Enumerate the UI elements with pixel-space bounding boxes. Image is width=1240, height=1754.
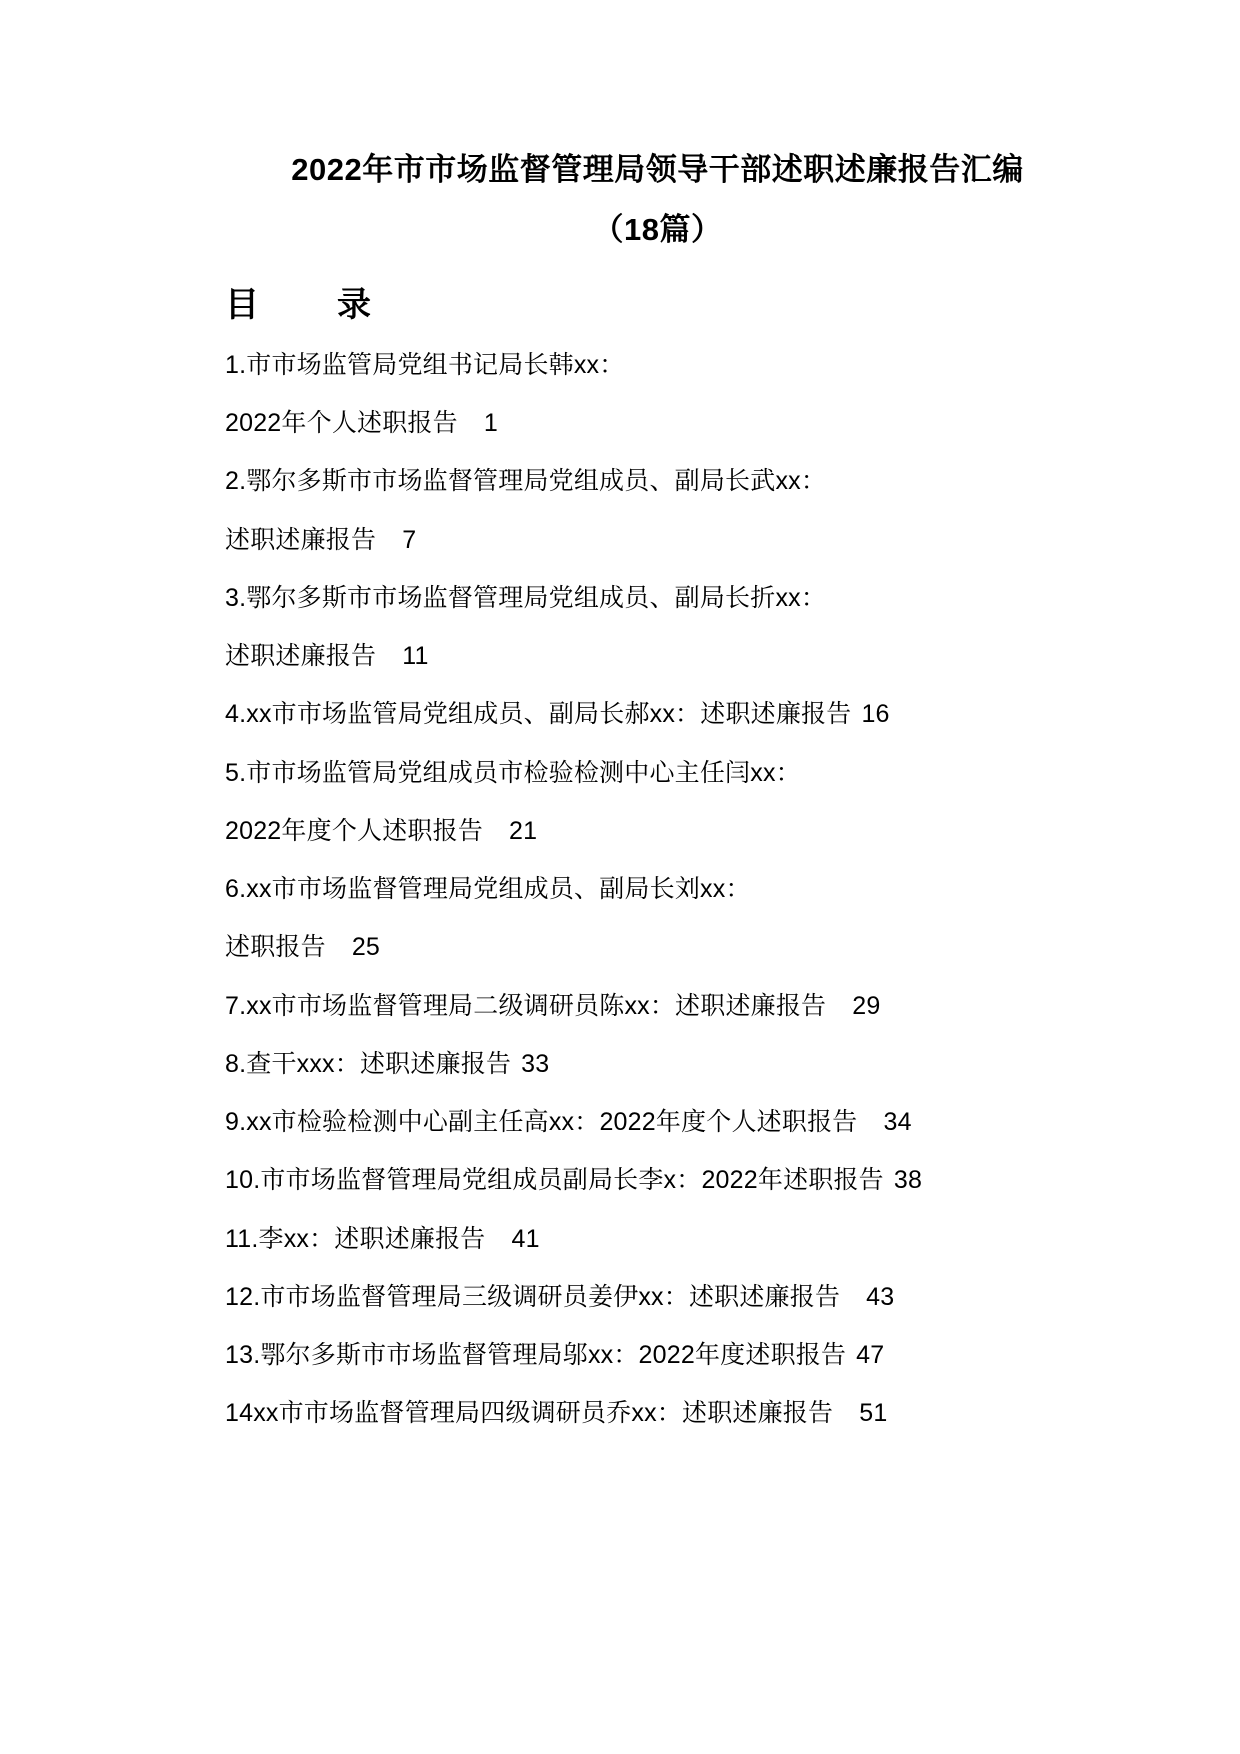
- list-item[interactable]: [225, 1326, 1090, 1384]
- toc-entry-page: 34: [883, 1108, 912, 1137]
- toc-entry-label: 5.市市场监管局党组成员市检验检测中心主任闫xx：: [225, 758, 801, 787]
- list-item[interactable]: [225, 1268, 1090, 1326]
- toc-entry-label: 述职报告: [225, 933, 326, 962]
- page-title-line-1: 2022年市市场监督管理局领导干部述职述廉报告汇编: [291, 152, 1024, 187]
- toc-entry-page: 41: [511, 1224, 540, 1253]
- toc-entry-page: [624, 351, 650, 379]
- table-of-contents: [225, 336, 1090, 1443]
- list-item[interactable]: [225, 1151, 1090, 1209]
- list-item[interactable]: [225, 394, 1090, 452]
- toc-entry-label: 4.xx市市场监管局党组成员、副局长郝xx：述职述廉报告: [225, 700, 852, 729]
- toc-heading: 目 录: [225, 285, 393, 324]
- list-item[interactable]: [225, 918, 1090, 976]
- list-item[interactable]: [225, 802, 1090, 860]
- toc-entry-label: 述职述廉报告: [225, 642, 377, 671]
- toc-entry-label: 14xx市市场监督管理局四级调研员乔xx：述职述廉报告: [225, 1399, 834, 1428]
- toc-entry-label: 2022年度个人述职报告: [225, 816, 484, 845]
- toc-entry-label: 12.市市场监督管理局三级调研员姜伊xx：述职述廉报告: [225, 1282, 841, 1311]
- page-title: [225, 140, 1090, 261]
- toc-entry-page: 16: [861, 700, 890, 729]
- toc-entry-page: 51: [859, 1399, 888, 1428]
- toc-entry-page: 7: [402, 525, 417, 554]
- toc-entry-page: 21: [509, 816, 538, 845]
- list-item[interactable]: [225, 452, 1090, 510]
- toc-entry-page: [751, 875, 777, 903]
- list-item[interactable]: [225, 1210, 1090, 1268]
- list-item[interactable]: [225, 336, 1090, 394]
- list-item[interactable]: [225, 511, 1090, 569]
- toc-entry-page: 43: [866, 1282, 895, 1311]
- toc-entry-label: 2.鄂尔多斯市市场监督管理局党组成员、副局长武xx：: [225, 467, 827, 496]
- toc-entry-label: 6.xx市市场监督管理局党组成员、副局长刘xx：: [225, 875, 751, 904]
- list-item[interactable]: [225, 860, 1090, 918]
- toc-entry-page: 38: [893, 1166, 923, 1195]
- toc-entry-label: 述职述廉报告: [225, 525, 377, 554]
- toc-entry-page: [826, 584, 852, 612]
- toc-entry-label: 11.李xx：述职述廉报告: [225, 1224, 486, 1253]
- list-item[interactable]: [225, 569, 1090, 627]
- toc-entry-label: 1.市市场监管局党组书记局长韩xx：: [225, 350, 625, 379]
- toc-entry-page: 1: [483, 409, 498, 438]
- toc-entry-label: 13.鄂尔多斯市市场监督管理局邬xx：2022年度述职报告: [225, 1341, 847, 1370]
- list-item[interactable]: [225, 1384, 1090, 1442]
- toc-entry-page: 11: [402, 642, 429, 671]
- list-item[interactable]: [225, 1035, 1090, 1093]
- toc-entry-page: 29: [852, 991, 881, 1020]
- list-item[interactable]: [225, 627, 1090, 685]
- toc-entry-label: 8.查干xxx：述职述廉报告: [225, 1049, 512, 1078]
- list-item[interactable]: [225, 744, 1090, 802]
- toc-entry-page: [826, 467, 852, 495]
- list-item[interactable]: [225, 977, 1090, 1035]
- toc-entry-label: 2022年个人述职报告: [225, 409, 458, 438]
- toc-entry-page: 47: [856, 1341, 885, 1370]
- toc-entry-label: 10.市市场监督管理局党组成员副局长李x：2022年述职报告: [225, 1166, 884, 1195]
- page-title-line-2: （18篇）: [592, 212, 723, 248]
- list-item[interactable]: [225, 685, 1090, 743]
- toc-entry-label: 3.鄂尔多斯市市场监督管理局党组成员、副局长折xx：: [225, 583, 827, 612]
- toc-entry-label: 9.xx市检验检测中心副主任高xx：2022年度个人述职报告: [225, 1108, 858, 1137]
- list-item[interactable]: [225, 1093, 1090, 1151]
- toc-entry-label: 7.xx市市场监督管理局二级调研员陈xx：述职述廉报告: [225, 991, 827, 1020]
- toc-entry-page: [801, 759, 827, 787]
- toc-entry-page: 33: [521, 1049, 550, 1078]
- toc-entry-page: 25: [351, 933, 381, 962]
